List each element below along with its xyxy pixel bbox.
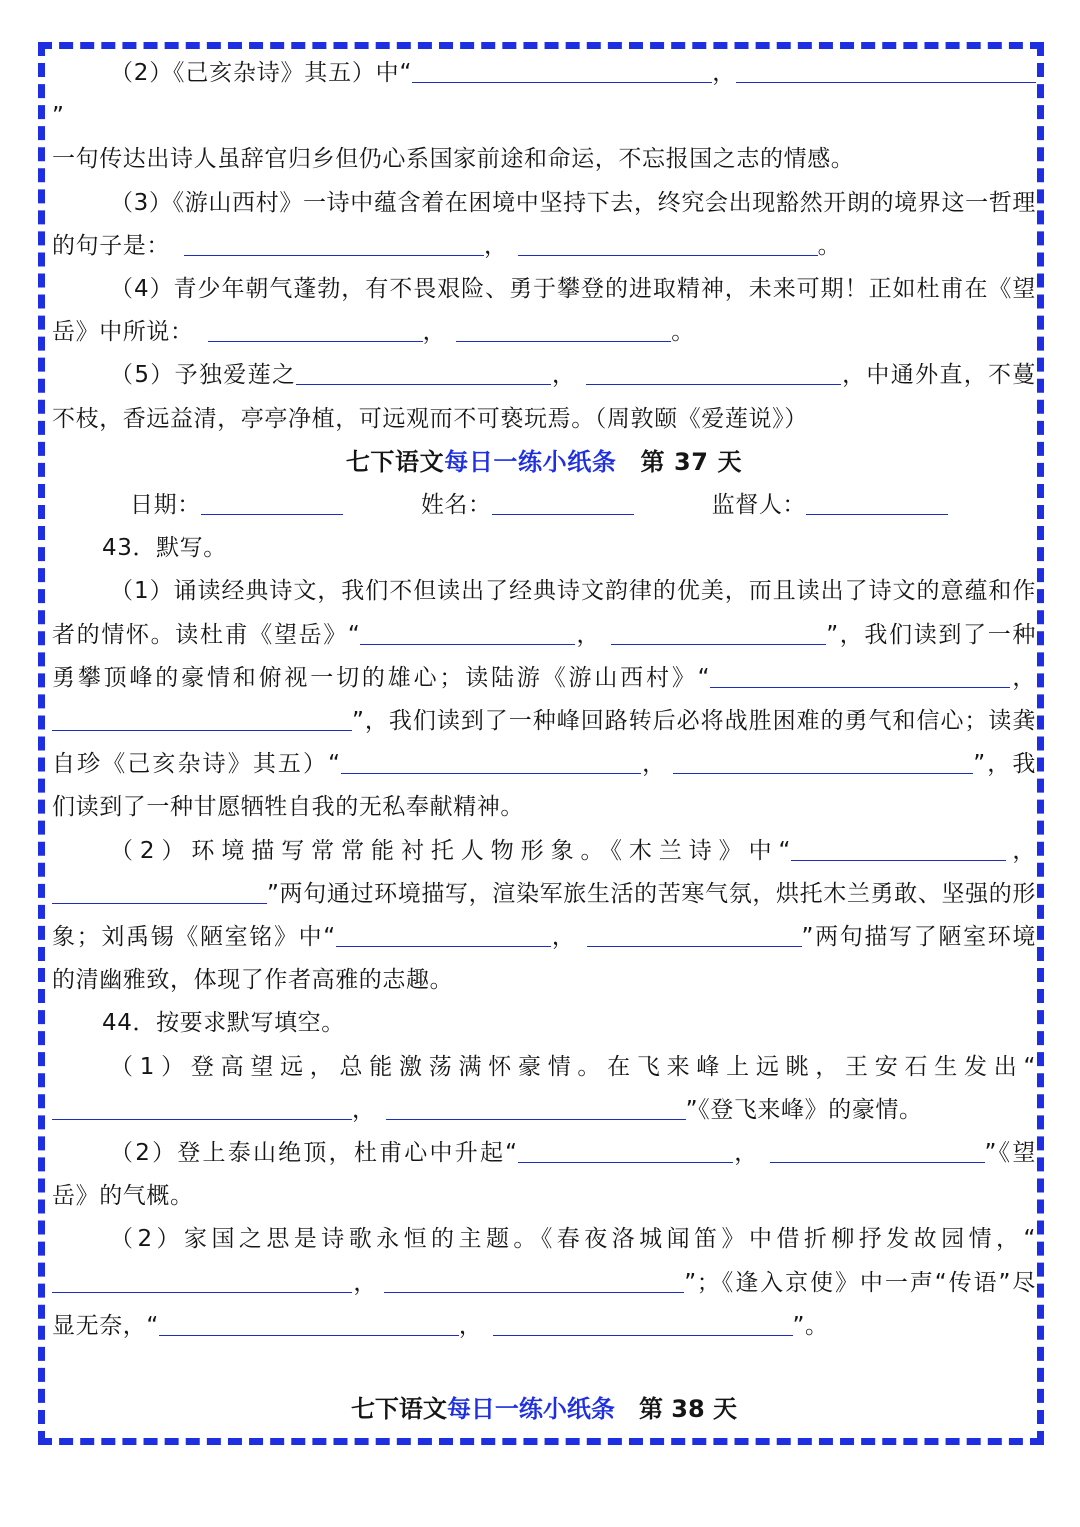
title-day: 第 38 天 [638, 1395, 738, 1423]
answer-blank[interactable] [384, 1272, 684, 1293]
q44-p1-text-a: （1）登高望远，总能激荡满怀豪情。在飞来峰上远眺，王安石生发出“ [110, 1053, 1036, 1080]
separator: ， [422, 319, 447, 346]
supervisor-label: 监督人： [711, 492, 807, 519]
date-blank[interactable] [201, 494, 343, 515]
separator: ， [732, 1140, 760, 1167]
answer-blank[interactable] [673, 753, 973, 774]
separator: ， [352, 1096, 376, 1123]
separator: ， [550, 924, 577, 951]
answer-blank[interactable] [52, 883, 267, 904]
answer-blank[interactable] [386, 1099, 686, 1120]
answer-blank[interactable] [159, 1315, 459, 1336]
question-2-prefix: （2）《己亥杂诗》其五）中“ [110, 60, 412, 86]
day-38-title [52, 1388, 1036, 1431]
q43-p1-text-d: ”，我们读到了一种甘愿牺牲自我的无私奉献精神。 [52, 751, 1036, 821]
question-44-heading: 44．按要求默写填空。 [102, 1010, 345, 1037]
answer-blank[interactable] [456, 321, 671, 342]
question-2-continuation: 一句传达出诗人虽辞官归乡但仍心系国家前途和命运，不忘报国之志的情感。 [52, 146, 855, 173]
answer-blank[interactable] [791, 840, 1006, 861]
title-subject: 七下语文 [345, 447, 445, 476]
separator: ， [1006, 837, 1036, 864]
separator: ， [352, 1269, 379, 1296]
answer-blank[interactable] [184, 235, 484, 256]
answer-blank[interactable] [412, 62, 712, 83]
question-43-heading: 43．默写。 [102, 535, 227, 562]
answer-blank[interactable] [611, 624, 826, 645]
close-quote: ” [52, 103, 65, 130]
q44-p3-text-b: ”；《逢入京使》中一声“传语”尽显无奈，“ [52, 1269, 1036, 1339]
separator: ， [458, 1312, 483, 1339]
answer-blank[interactable] [518, 235, 818, 256]
name-field [421, 484, 634, 527]
q43-p1-text-c: ”，我们读到了一种峰回路转后必将战胜困难的勇气和信心；读龚自珍《己亥杂诗》其五）“ [52, 708, 1036, 778]
separator: ， [1010, 664, 1036, 691]
q43-p2-text-c: ”两句描写了陋室环境的清幽雅致，体现了作者高雅的志趣。 [52, 924, 1036, 994]
separator: ， [551, 362, 577, 389]
question-5-prefix: （5）予独爱莲之 [110, 362, 297, 389]
meta-fields [52, 484, 1036, 527]
question-4 [52, 268, 1036, 354]
date-label: 日期： [130, 492, 201, 519]
q44-p3-text-a: （2）家国之思是诗歌永恒的主题。《春夜洛城闻笛》中借折柳抒发故园情，“ [110, 1226, 1036, 1253]
period: 。 [671, 319, 695, 346]
q43-p1-text-b: ”，我们读到了一种勇攀顶峰的豪情和俯视一切的雄心；读陆游《游山西村》“ [52, 621, 1036, 691]
separator: ， [712, 60, 736, 86]
answer-blank[interactable] [360, 624, 575, 645]
title-subject: 七下语文 [350, 1395, 447, 1423]
answer-blank[interactable] [208, 321, 423, 342]
answer-blank[interactable] [341, 753, 641, 774]
answer-blank[interactable] [586, 364, 841, 385]
q43-p2-text-a: （2）环境描写常常能衬托人物形象。《木兰诗》中“ [110, 837, 792, 864]
date-field [130, 484, 343, 527]
q44-p3-text-c: ”。 [792, 1312, 829, 1339]
answer-blank[interactable] [770, 1142, 985, 1163]
separator: ， [640, 751, 668, 778]
question-44-part-3 [52, 1218, 1036, 1348]
answer-blank[interactable] [52, 710, 352, 731]
supervisor-blank[interactable] [806, 494, 948, 515]
question-3 [52, 182, 1036, 268]
worksheet-content [52, 52, 1036, 1348]
answer-blank[interactable] [736, 62, 1036, 83]
name-blank[interactable] [492, 494, 634, 515]
answer-blank[interactable] [587, 926, 802, 947]
answer-blank[interactable] [336, 926, 551, 947]
question-5-rest: ，中通外直，不蔓不枝，香远益清，亭亭净植，可远观而不可亵玩焉。（周敦颐《爱莲说》） [52, 362, 1036, 432]
question-5 [52, 354, 1036, 440]
q43-p1-text-a: （1）诵读经典诗文，我们不但读出了经典诗文韵律的优美，而且读出了诗文的意蕴和作者的情怀。读杜甫《望岳》“ [52, 578, 1036, 648]
question-2-line [52, 52, 1036, 138]
q43-p2-text-b: ”两句通过环境描写，渲染军旅生活的苦寒气氛，烘托木兰勇敢、坚强的形象；刘禹锡《陋室铭》中“ [52, 880, 1036, 951]
answer-blank[interactable] [518, 1142, 733, 1163]
answer-blank[interactable] [52, 1099, 352, 1120]
q44-p1-text-b: ”《登飞来峰》的豪情。 [685, 1096, 923, 1123]
question-44-part-2 [52, 1132, 1036, 1218]
question-44-part-1 [52, 1046, 1036, 1132]
title-highlight: 每日一练小纸条 [444, 447, 617, 476]
day-37-title [52, 441, 1036, 484]
answer-blank[interactable] [710, 667, 1010, 688]
question-43-part-2 [52, 830, 1036, 1003]
q44-p2-text-a: （2）登上泰山绝顶，杜甫心中升起“ [110, 1140, 518, 1167]
answer-blank[interactable] [296, 364, 551, 385]
separator: ， [575, 621, 602, 648]
q44-p2-text-b: ”《望岳》的气概。 [52, 1140, 1036, 1210]
question-3-text: （3）《游山西村》一诗中蕴含着在困境中坚持下去，终究会出现豁然开朗的境界这一哲理的句子是： [52, 189, 1036, 259]
question-4-text: （4）青少年朝气蓬勃，有不畏艰险、勇于攀登的进取精神，未来可期！正如杜甫在《望岳》中所说： [52, 276, 1036, 346]
period: 。 [817, 232, 842, 259]
separator: ， [484, 232, 508, 259]
answer-blank[interactable] [52, 1272, 352, 1293]
name-label: 姓名： [420, 492, 492, 519]
supervisor-field [712, 484, 948, 527]
title-highlight: 每日一练小纸条 [446, 1395, 615, 1423]
question-43-part-1 [52, 570, 1036, 829]
title-day: 第 37 天 [640, 447, 743, 476]
answer-blank[interactable] [493, 1315, 793, 1336]
